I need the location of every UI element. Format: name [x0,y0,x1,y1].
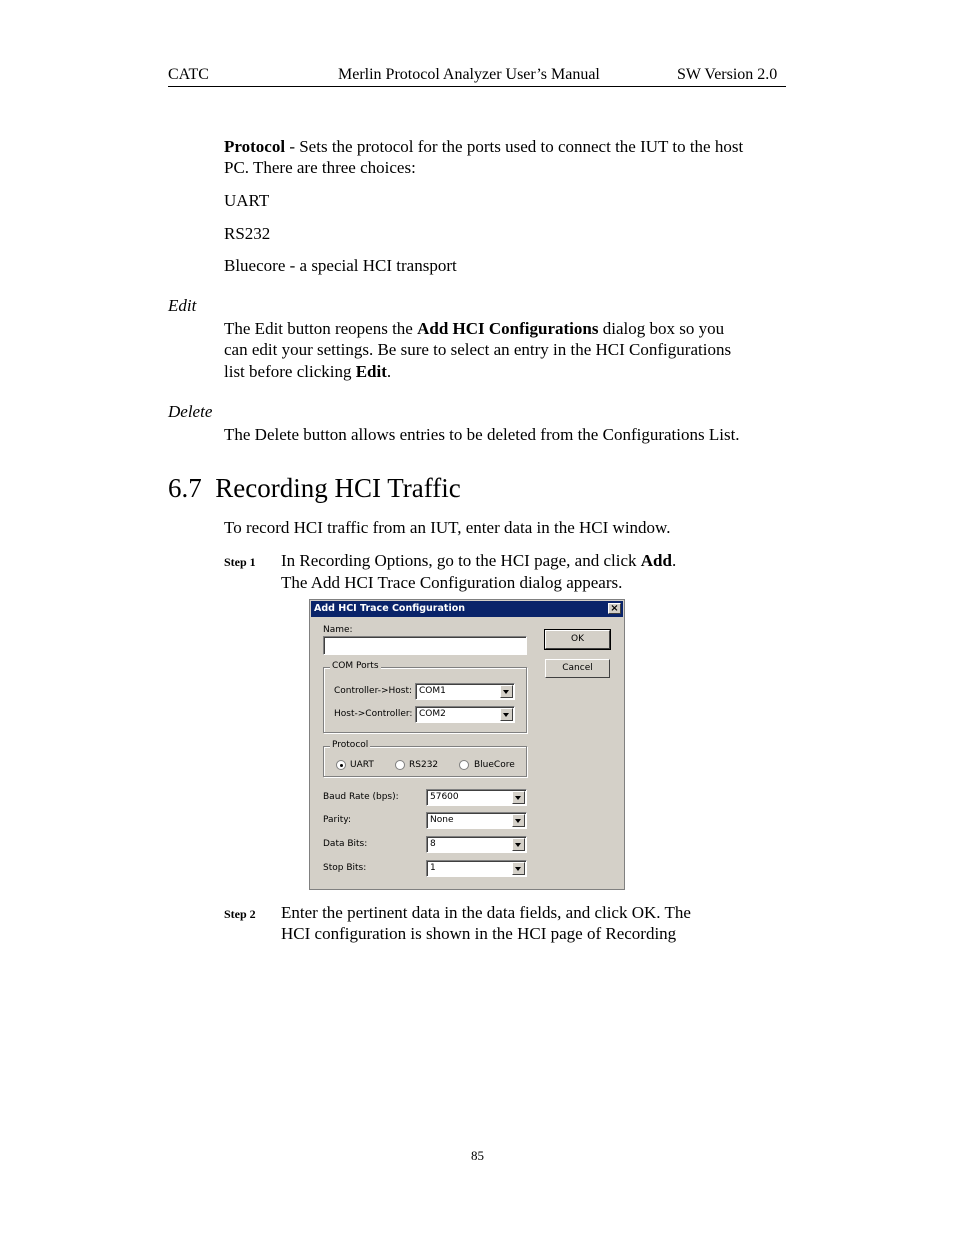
host-controller-select[interactable]: COM2 [415,706,515,723]
step-2-line-2: HCI configuration is shown in the HCI page of Recording [281,924,677,943]
delete-label: Delete [168,402,213,421]
stop-bits-label: Stop Bits: [323,863,367,873]
radio-uart[interactable] [336,760,346,770]
step-1-label: Step 1 [224,555,256,569]
chevron-down-icon[interactable] [500,708,513,721]
choice-bluecore: Bluecore - a special HCI transport [224,256,457,275]
parity-label: Parity: [323,815,351,825]
protocol-line-2: PC. There are three choices: [224,158,416,177]
close-button[interactable]: × [608,603,621,614]
header-left: CATC [168,66,209,83]
page-number: 85 [471,1148,484,1163]
baud-rate-label: Baud Rate (bps): [323,792,399,802]
edit-line-2: can edit your settings. Be sure to select an entry in the HCI Configurations [224,340,732,359]
delete-text: The Delete button allows entries to be deleted from the Configurations List. [224,425,740,444]
ok-button[interactable]: OK [545,630,610,649]
radio-bluecore-label: BlueCore [474,760,515,770]
chevron-down-icon[interactable] [512,862,525,875]
dialog-title: Add HCI Trace Configuration [314,603,465,614]
edit-label: Edit [168,296,197,315]
edit-line-1: The Edit button reopens the Add HCI Configurations dialog box so you [224,319,725,338]
add-hci-trace-dialog [309,599,625,890]
chevron-down-icon[interactable] [512,814,525,827]
com-ports-legend: COM Ports [332,661,379,671]
controller-host-label: Controller->Host: [334,686,413,696]
edit-line-3: list before clicking Edit. [224,362,392,381]
protocol-legend: Protocol [332,740,369,750]
com-ports-group [323,661,527,733]
cancel-button[interactable]: Cancel [545,659,610,678]
controller-host-select[interactable]: COM1 [415,683,515,700]
protocol-term: Protocol [224,137,286,156]
step-2-line-1: Enter the pertinent data in the data fields, and click OK. The [281,903,691,922]
radio-rs232-label: RS232 [409,760,439,770]
data-bits-select[interactable]: 8 [426,836,527,853]
chevron-down-icon[interactable] [512,838,525,851]
chevron-down-icon[interactable] [512,791,525,804]
header-rule [168,86,786,87]
name-label: Name: [323,625,353,635]
baud-rate-select[interactable]: 57600 [426,789,527,806]
host-controller-label: Host->Controller: [334,709,413,719]
parity-select[interactable]: None [426,812,527,829]
header-center: Merlin Protocol Analyzer User’s Manual [338,66,600,83]
name-input[interactable] [323,636,527,655]
section-heading: 6.7 Recording HCI Traffic [168,473,461,503]
choice-uart: UART [224,191,270,210]
step-1-line-2: The Add HCI Trace Configuration dialog appears. [281,573,623,592]
stop-bits-select[interactable]: 1 [426,860,527,877]
step-1-line-1: In Recording Options, go to the HCI page, and click Add. [281,551,677,570]
dialog-titlebar [311,601,623,617]
header-right: SW Version 2.0 [677,66,778,83]
choice-rs232: RS232 [224,224,271,243]
data-bits-label: Data Bits: [323,839,368,849]
radio-uart-label: UART [350,760,374,770]
radio-rs232[interactable] [395,760,405,770]
section-intro: To record HCI traffic from an IUT, enter data in the HCI window. [224,518,671,537]
radio-bluecore[interactable] [459,760,469,770]
protocol-line-1: Protocol - Sets the protocol for the ports used to connect the IUT to the host [224,137,744,156]
step-2-label: Step 2 [224,907,256,921]
chevron-down-icon[interactable] [500,685,513,698]
